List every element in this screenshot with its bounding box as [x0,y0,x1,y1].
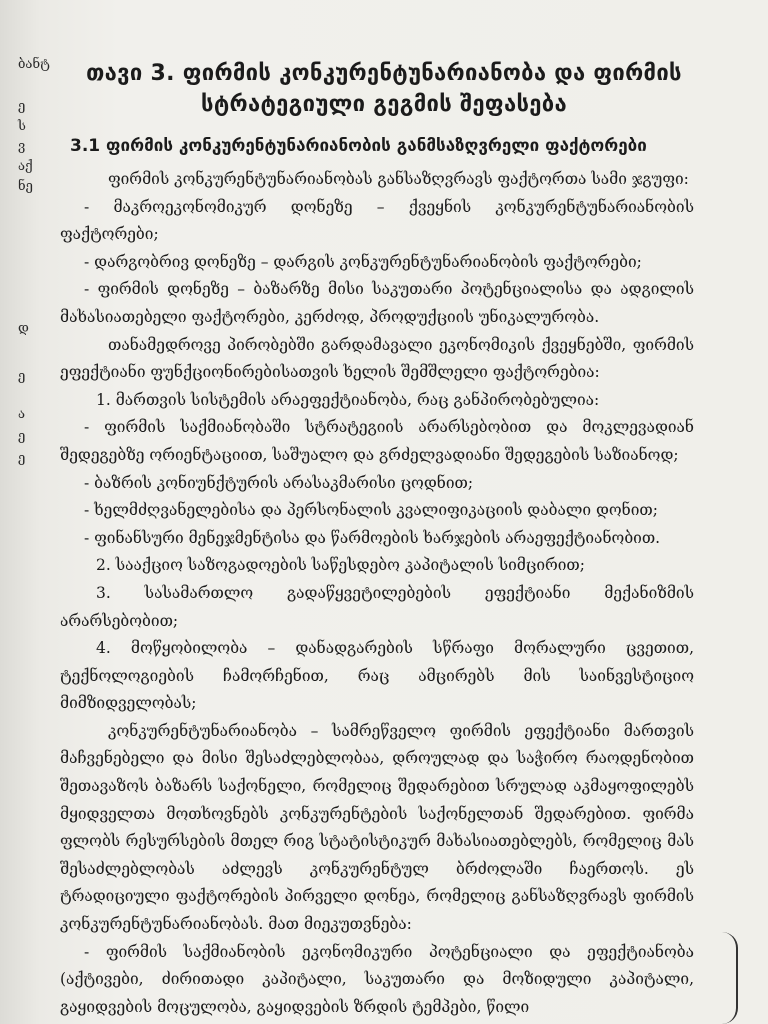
margin-fragment: ე [18,369,26,384]
margin-fragment: ე [18,451,26,466]
section-title: 3.1 ფირმის კონკურენტუნარიანობის განმსაზღვრელი ფაქტორები [70,136,647,156]
handwritten-bracket-mark [722,932,738,1024]
numbered-item: 3. სასამართლო გადაწყვეტილებების ეფექტიანი მექანიზმის არარსებობით; [60,583,694,630]
bullet-item: - დარგობრივ დონეზე – დარგის კონკურენტუნარიანობის ფაქტორები; [84,252,642,271]
bullet-item: - მაკროეკონომიკურ დონეზე – ქვეყნის კონკურენტუნარიანობის ფაქტორები; [60,197,694,244]
margin-fragment: ვ [18,139,26,154]
margin-fragment: ა [18,407,26,422]
margin-fragment: ნე [18,179,33,194]
paragraph: თანამედროვე პირობებში გარდამავალი ეკონომიკის ქვეყნებში, ფირმის ეფექტიანი ფუნქციონირებისათვის ხელის შემშლელი ფაქტორებია: [60,335,694,382]
paragraph: ფირმის კონკურენტუნარიანობას განსაზღვრავს ფაქტორთა სამი ჯგუფი: [108,170,689,188]
margin-fragment: ს [18,119,26,134]
margin-fragment: დ [18,321,29,336]
page-header [70,58,698,158]
bullet-item: - ფინანსური მენეჯმენტისა და წარმოების ხარჯების არაეფექტიანობით. [84,528,661,547]
bullet-item: - ბაზრის კონიუნქტურის არასაკმარისი ცოდნით; [84,473,474,492]
left-margin-fragments [0,0,60,1024]
chapter-title-line-2: სტრატეგიული გეგმის შეფასება [201,92,567,117]
paragraph: კონკურენტუნარიანობა – სამრეწველო ფირმის ეფექტიანი მართვის მაჩვენებელი და მისი შესაძლებლობაა, დროულად და საჭირო რაოდენობით შეთავაზოს ბაზარს საქონელი, რომელიც შედარებით სრულად აკმაყოფილებს მყიდველთა მოთხოვნებს კონკურენტების საქონელთან შედარებით. ფირმა ფლობს რესურსების მთელ რიგ სტატისტიკურ მახასიათებლებს, რომელიც მას შესაძლებლობას აძლევს კონკურენტულ ბრძოლაში ჩაერთოს. ეს ტრადიციული ფაქტორების პირველი დონეა, რომელიც განსაზღვრავს ფირმის კონკურენტუნარიანობას. მათ მიეკუთვნება: [60,721,694,934]
numbered-item: 4. მოწყობილობა – დანადგარების სწრაფი მორალური ცვეთით, ტექნოლოგიების ჩამორჩენით, რაც ამცირებს მის საინვესტიციო მიმზიდველობას; [60,639,694,713]
bullet-item: - ფირმის საქმიანობაში სტრატეგიის არარსებობით და მოკლევადიან შედეგებზე ორიენტაციით, საშუალო და გრძელვადიანი შედეგების საზიანოდ; [60,418,694,464]
bullet-item: - ხელმძღვანელებისა და პერსონალის კვალიფიკაციის დაბალი დონით; [84,501,658,520]
bullet-item: - ფირმის დონეზე – ბაზარზე მისი საკუთარი პოტენციალისა და ადგილის მახასიათებელი ფაქტორები, კერძოდ, პროდუქციის უნიკალურობა. [60,280,694,326]
chapter-title-line-1: თავი 3. ფირმის კონკურენტუნარიანობა და ფირმის [86,61,682,86]
numbered-item: 2. სააქციო საზოგადოების საწესდებო კაპიტალის სიმცირით; [96,556,585,575]
chapter-title [70,58,698,120]
bullet-item: - ფირმის საქმიანობის ეკონომიკური პოტენციალი და ეფექტიანობა (აქტივები, ძირითადი კაპიტალი, საკუთარი და მოზიდული კაპიტალი, გაყიდვების მოცულობა, გაყიდვების ზრდის ტემპები, წილი [60,942,694,1016]
margin-fragment: ბანტ [18,57,50,72]
margin-fragment: ე [18,99,26,114]
numbered-item: 1. მართვის სისტემის არაეფექტიანობა, რაც განპირობებულია: [96,390,600,409]
margin-fragment: აქ [18,159,33,174]
body-text [60,166,694,1021]
margin-fragment: ე [18,429,26,444]
